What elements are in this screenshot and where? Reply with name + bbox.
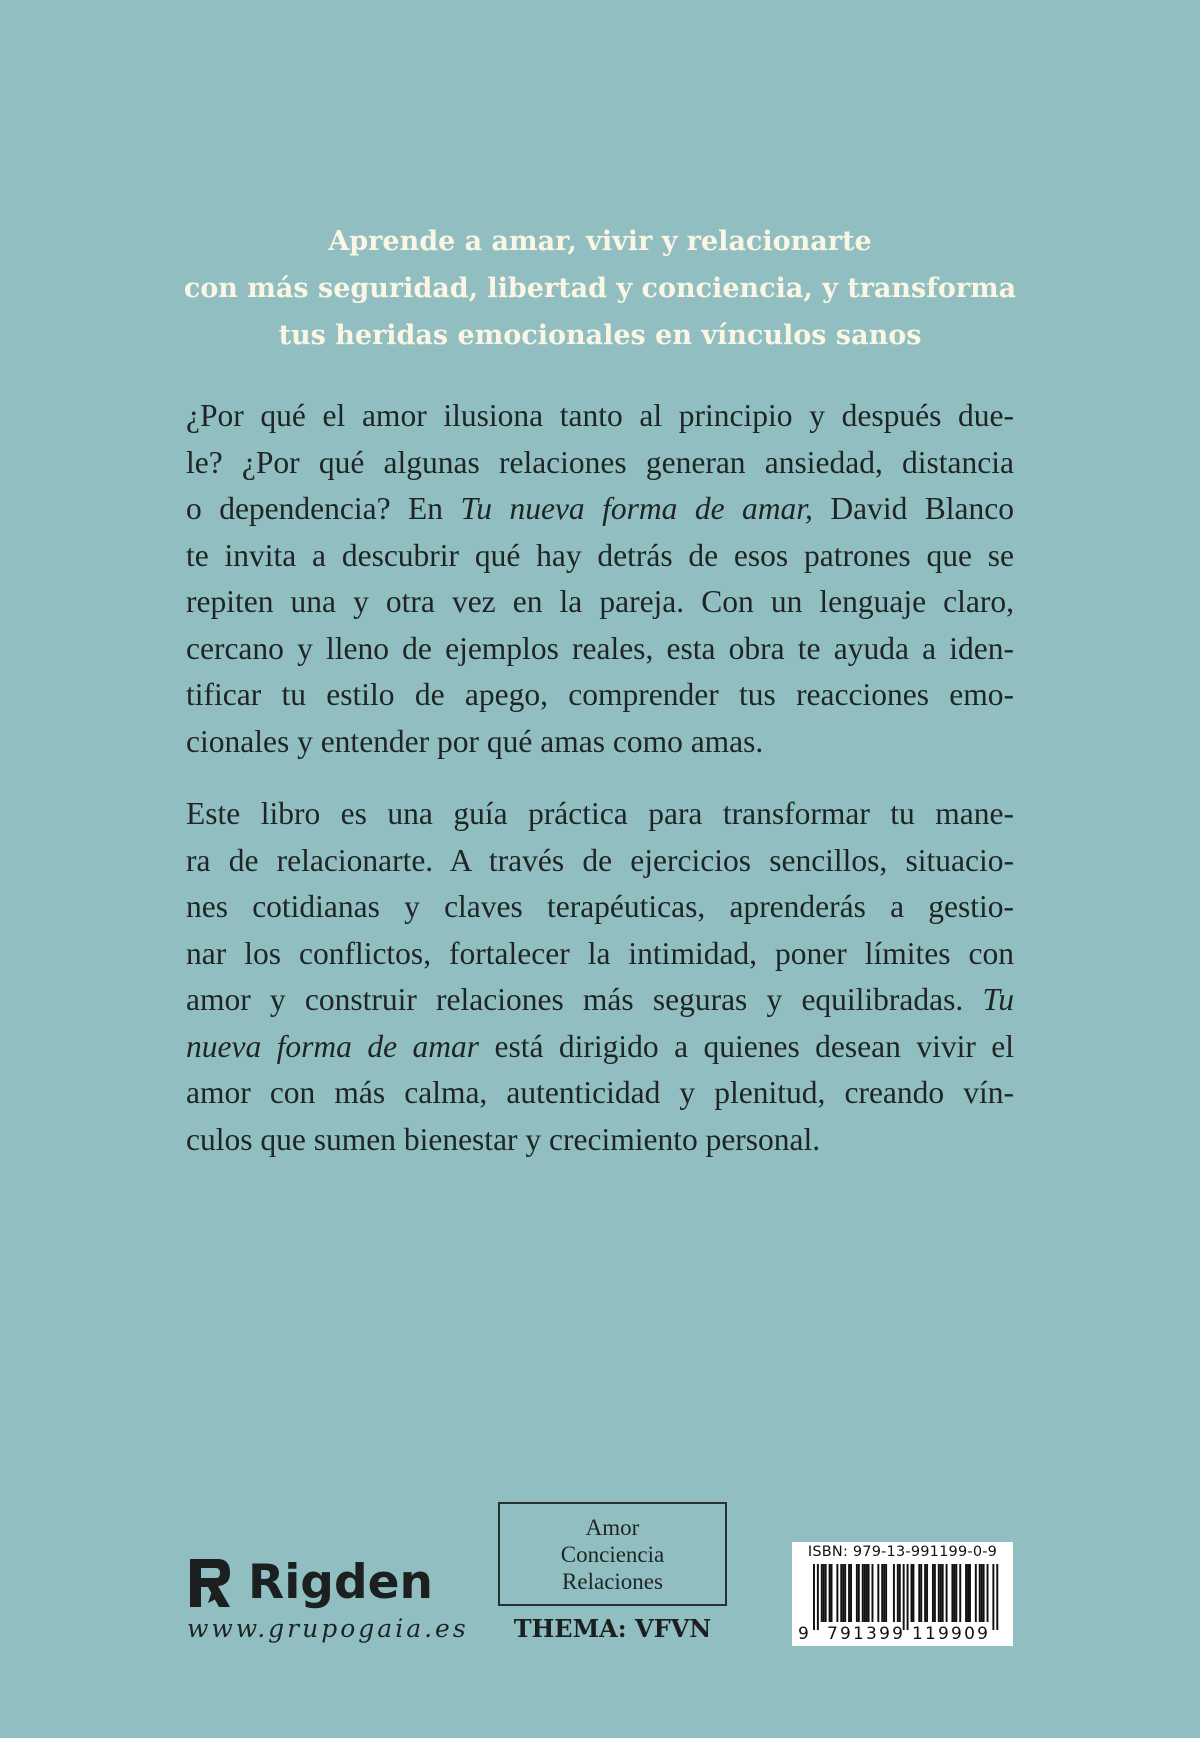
book-title-italic: Tu nueva forma de amar, bbox=[460, 491, 813, 526]
barcode-bar bbox=[965, 1564, 967, 1622]
book-title-italic: nueva forma de amar bbox=[186, 1028, 480, 1064]
thema-code: THEMA: VFVN bbox=[513, 1614, 712, 1643]
barcode-bar bbox=[903, 1564, 905, 1630]
barcode-bar bbox=[844, 1564, 846, 1622]
barcode-bar bbox=[858, 1564, 860, 1622]
text-line: repiten una y otra vez en la pareja. Con un lenguaje claro, bbox=[186, 584, 1014, 619]
isbn-barcode bbox=[792, 1542, 1013, 1646]
publisher-logo bbox=[186, 1553, 433, 1613]
barcode-bar bbox=[862, 1564, 864, 1622]
text-line: te invita a descubrir qué hay detrás de esos patrones que se bbox=[186, 537, 1014, 573]
barcode-bar bbox=[967, 1564, 969, 1622]
tagline-line: Aprende a amar, vivir y relacionarte bbox=[328, 226, 872, 257]
barcode-bar bbox=[912, 1564, 914, 1622]
barcode-bar bbox=[813, 1564, 815, 1630]
text-line: amor con más calma, autenticidad y plenitud, creando vín- bbox=[186, 1075, 1014, 1110]
barcode-bar bbox=[866, 1564, 868, 1622]
barcode-bar bbox=[881, 1564, 883, 1622]
barcode-bar bbox=[987, 1564, 989, 1622]
barcode-bar bbox=[897, 1564, 899, 1622]
barcode-bar bbox=[907, 1564, 909, 1630]
barcode-digit-first: 9 bbox=[798, 1624, 809, 1644]
barcode-bar bbox=[817, 1564, 819, 1630]
barcode-bar bbox=[883, 1564, 885, 1622]
text-line: amor y construir relaciones más seguras y equilibradas. Tu bbox=[186, 982, 1014, 1017]
text-line: nes cotidianas y claves terapéuticas, aprenderás a gestio- bbox=[186, 889, 1014, 924]
barcode-bar bbox=[934, 1564, 936, 1622]
text-line: o dependencia? En Tu nueva forma de amar, David Blanco bbox=[186, 491, 1015, 526]
description-paragraph-2 bbox=[186, 791, 1014, 1163]
barcode-bar bbox=[953, 1564, 955, 1622]
barcode-bar bbox=[877, 1564, 879, 1622]
barcode-bar bbox=[951, 1564, 953, 1622]
barcode-bar bbox=[856, 1564, 858, 1622]
keywords-box bbox=[498, 1502, 727, 1606]
barcode-bar bbox=[940, 1564, 942, 1622]
barcode-bar bbox=[918, 1564, 920, 1622]
keyword: Amor bbox=[585, 1514, 640, 1540]
barcode-bar bbox=[840, 1564, 842, 1622]
barcode-bar bbox=[969, 1564, 971, 1622]
isbn-label: ISBN: 979-13-991199-0-9 bbox=[807, 1544, 998, 1560]
keyword: Relaciones bbox=[562, 1568, 663, 1594]
barcode-bar bbox=[932, 1564, 934, 1622]
barcode-bar bbox=[868, 1564, 870, 1622]
text-line: nar los conflictos, fortalecer la intimidad, poner límites con bbox=[186, 935, 1014, 971]
barcode-bar bbox=[872, 1564, 874, 1622]
barcode-bar bbox=[885, 1564, 887, 1622]
barcode-bar bbox=[996, 1564, 998, 1630]
barcode-bar bbox=[850, 1564, 852, 1622]
barcode-bar bbox=[946, 1564, 948, 1622]
barcode-bar bbox=[920, 1564, 922, 1622]
barcode-bar bbox=[983, 1564, 985, 1622]
tagline bbox=[0, 218, 1200, 359]
text-line: Este libro es una guía práctica para transformar tu mane- bbox=[186, 796, 1014, 831]
barcode-bar bbox=[981, 1564, 983, 1622]
text-line: ¿Por qué el amor ilusiona tanto al principio y después due- bbox=[186, 398, 1014, 433]
barcode-bar bbox=[829, 1564, 831, 1622]
barcode-bar bbox=[955, 1564, 957, 1622]
text-line: tificar tu estilo de apego, comprender tus reacciones emo- bbox=[186, 677, 1014, 712]
book-title-italic: Tu bbox=[982, 982, 1014, 1017]
barcode-bar bbox=[979, 1564, 981, 1622]
barcode-bar bbox=[864, 1564, 866, 1622]
barcode-bar bbox=[821, 1564, 823, 1622]
description-paragraph-1 bbox=[186, 393, 1014, 765]
barcode-bar bbox=[911, 1564, 913, 1622]
text-line: le? ¿Por qué algunas relaciones generan ansiedad, distancia bbox=[186, 444, 1014, 480]
barcode-bar bbox=[836, 1564, 838, 1622]
keyword: Conciencia bbox=[560, 1541, 665, 1567]
barcode-bar bbox=[959, 1564, 961, 1622]
barcode-bar bbox=[842, 1564, 844, 1622]
tagline-line: con más seguridad, libertad y conciencia, y transforma bbox=[183, 273, 1017, 304]
barcode-bar bbox=[926, 1564, 928, 1622]
barcode-bar bbox=[848, 1564, 850, 1622]
tagline-line: tus heridas emocionales en vínculos sanos bbox=[278, 320, 922, 351]
rigden-logo-icon bbox=[186, 1555, 234, 1611]
text-line: cionales y entender por qué amas como amas. bbox=[186, 723, 764, 759]
text-line: cercano y lleno de ejemplos reales, esta obra te ayuda a iden- bbox=[186, 630, 1014, 666]
barcode-bar bbox=[825, 1564, 827, 1622]
barcode-bar bbox=[975, 1564, 977, 1622]
barcode-bar bbox=[942, 1564, 944, 1622]
text-line: culos que sumen bienestar y crecimiento personal. bbox=[186, 1121, 821, 1157]
publisher-name: Rigden bbox=[248, 1555, 433, 1610]
barcode-bar bbox=[992, 1564, 994, 1630]
barcode-bar bbox=[823, 1564, 825, 1622]
barcode-digits-left: 791399 bbox=[827, 1624, 906, 1644]
barcode-digits-right: 119909 bbox=[912, 1624, 991, 1644]
barcode-bar bbox=[893, 1564, 895, 1622]
text-line: nueva forma de amar está dirigido a quienes desean vivir el bbox=[186, 1028, 1014, 1064]
barcode-bar bbox=[938, 1564, 940, 1622]
text-line: ra de relacionarte. A través de ejercicios sencillos, situacio- bbox=[186, 842, 1014, 878]
barcode-bar bbox=[831, 1564, 833, 1622]
publisher-website: www.grupogaia.es bbox=[187, 1614, 469, 1643]
barcode-bar bbox=[924, 1564, 926, 1622]
barcode-bar bbox=[899, 1564, 901, 1622]
